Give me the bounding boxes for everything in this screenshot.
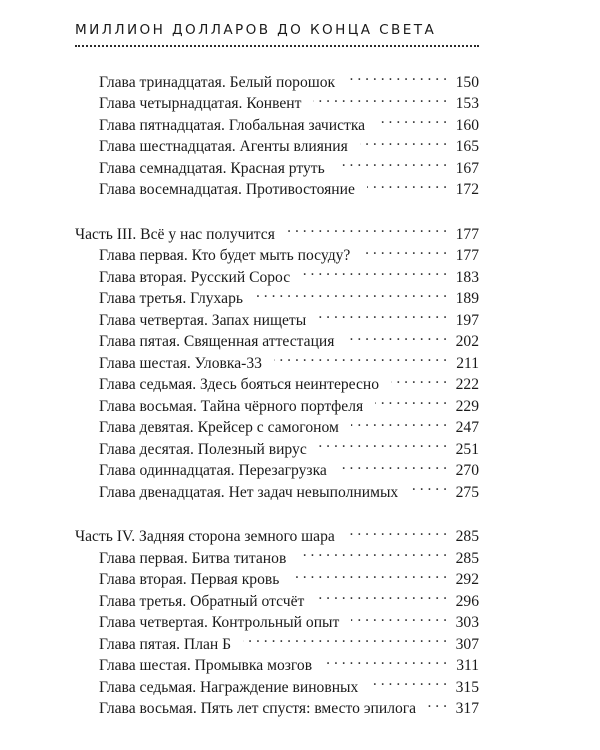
page-number: 296 (455, 592, 479, 610)
chapter-title: Глава семнадцатая. Красная ртуть (99, 159, 325, 177)
dot-leader (370, 670, 447, 692)
dot-leader (324, 649, 447, 671)
page-number: 307 (455, 635, 479, 653)
page-number: 251 (455, 440, 479, 458)
chapter-title: Глава шестая. Уловка-33 (99, 354, 262, 372)
dot-leader (337, 151, 447, 173)
page-number: 222 (455, 376, 479, 393)
dot-leader (302, 260, 447, 282)
chapter-title: Глава третья. Глухарь (99, 290, 243, 307)
book-title: МИЛЛИОН ДОЛЛАРОВ ДО КОНЦА СВЕТА (75, 22, 437, 38)
chapter-title: Глава пятая. План Б (99, 635, 232, 653)
dot-leader (360, 130, 447, 152)
dot-leader (298, 541, 447, 563)
chapter-title: Глава восьмая. Пять лет спустя: вместо эпилога (99, 700, 417, 717)
page-number: 197 (455, 311, 479, 329)
dot-leader (351, 411, 447, 433)
chapter-title: Глава четвертая. Запах нищеты (99, 311, 307, 329)
dot-leader (347, 65, 447, 87)
page-number: 303 (455, 614, 479, 631)
chapter-title: Глава седьмая. Здесь бояться неинтересно (99, 376, 380, 393)
dot-leader (291, 563, 447, 585)
chapter-title: Глава тринадцатая. Белый порошок (99, 73, 336, 91)
page-number: 167 (455, 159, 479, 177)
dot-leader (274, 346, 447, 368)
chapter-title: Глава первая. Битва титанов (99, 549, 287, 567)
dot-leader (375, 389, 447, 411)
table-of-contents (75, 65, 479, 717)
page-number: 177 (455, 225, 479, 243)
page-number: 160 (455, 116, 479, 134)
dot-leader (367, 173, 447, 195)
dot-leader (377, 108, 447, 130)
dot-leader (410, 475, 447, 497)
dot-leader (313, 87, 447, 109)
page-number: 229 (455, 397, 479, 415)
chapter-title: Глава первая. Кто будет мыть посуду? (99, 247, 351, 264)
part-title: Часть IV. Задняя сторона земного шара (75, 528, 335, 545)
page-number: 285 (455, 549, 479, 567)
dot-leader (428, 692, 447, 714)
chapter-title: Глава шестнадцатая. Агенты влияния (99, 138, 348, 155)
dot-leader (316, 584, 447, 606)
part-title: Часть III. Всё у нас получится (75, 225, 275, 243)
page-number: 153 (455, 95, 479, 112)
chapter-title: Глава третья. Обратный отсчёт (99, 592, 305, 610)
page-number: 270 (455, 462, 479, 479)
page-number: 189 (455, 290, 479, 307)
chapter-title: Глава пятая. Священная аттестация (99, 333, 335, 350)
toc-part-entry[interactable] (75, 217, 479, 243)
dot-leader (318, 303, 447, 325)
page-number: 150 (455, 73, 479, 91)
chapter-title: Глава восемнадцатая. Противостояние (99, 181, 355, 198)
page-number: 172 (455, 181, 479, 198)
page-number: 292 (455, 571, 479, 588)
page-number: 317 (455, 700, 479, 717)
chapter-title: Глава пятнадцатая. Глобальная зачистка (99, 116, 366, 134)
page-number: 165 (455, 138, 479, 155)
chapter-title: Глава шестая. Промывка мозгов (99, 657, 313, 674)
page-number: 311 (456, 657, 479, 674)
dot-leader (339, 454, 447, 476)
chapter-title: Глава четвертая. Контрольный опыт (99, 614, 340, 631)
toc-part-entry[interactable] (75, 520, 479, 545)
page-number: 202 (455, 333, 479, 350)
dot-leader (346, 325, 447, 347)
dot-leader (287, 217, 447, 239)
page-number: 285 (455, 528, 479, 545)
chapter-title: Глава вторая. Первая кровь (99, 571, 280, 588)
chapter-title: Глава девятая. Крейсер с самогоном (99, 419, 339, 436)
page-number: 275 (455, 483, 479, 501)
dot-leader (362, 239, 447, 261)
chapter-title: Глава восьмая. Тайна чёрного портфеля (99, 397, 364, 415)
dot-leader (347, 520, 447, 542)
chapter-title: Глава двенадцатая. Нет задач невыполнимых (99, 483, 399, 501)
chapter-title: Глава одиннадцатая. Перезагрузка (99, 462, 327, 479)
page-number: 247 (455, 419, 479, 436)
page-number: 211 (456, 354, 479, 372)
dot-leader (319, 432, 447, 454)
chapter-title: Глава седьмая. Награждение виновных (99, 678, 359, 696)
page-number: 177 (455, 247, 479, 264)
chapter-title: Глава четырнадцатая. Конвент (99, 95, 302, 112)
toc-entry[interactable] (75, 65, 479, 91)
chapter-title: Глава вторая. Русский Сорос (99, 268, 291, 286)
dot-leader (243, 627, 447, 649)
dot-leader (255, 282, 447, 304)
dot-leader (351, 606, 447, 628)
chapter-title: Глава десятая. Полезный вирус (99, 440, 307, 458)
page-number: 183 (455, 268, 479, 286)
page-number: 315 (455, 678, 479, 696)
dot-leader (391, 368, 447, 390)
running-header (75, 22, 479, 47)
